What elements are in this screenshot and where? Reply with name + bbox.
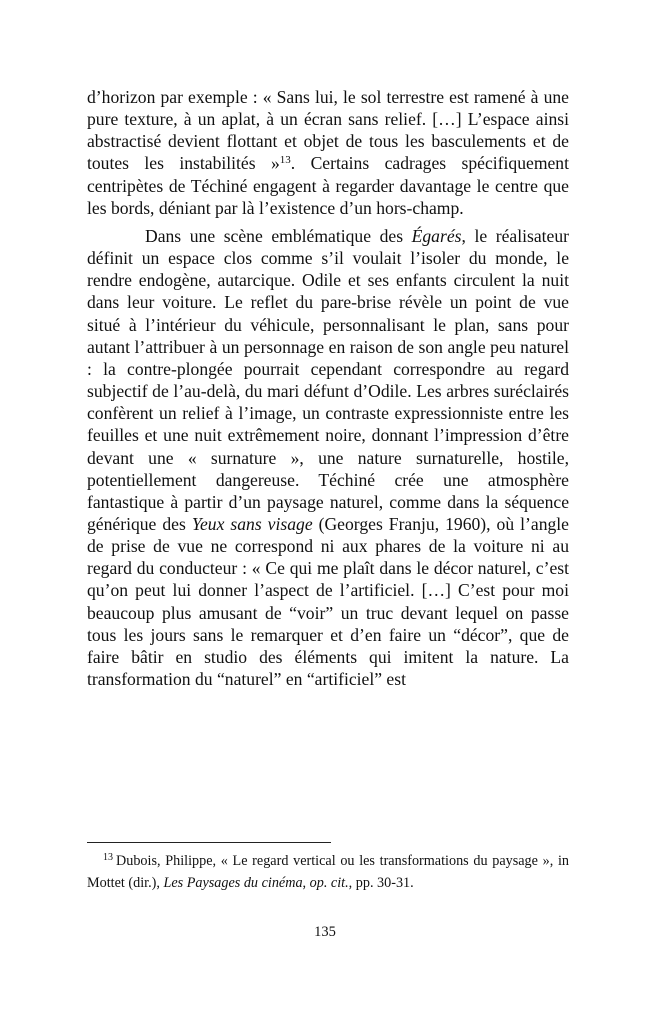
paragraph-1-text: d’horizon par exemple : « Sans lui, le sol terrestre est ramené à une pure texture, à un aplat, à un écran sans relief. […] L’espace ainsi abstractisé devient flottant et objet de tous les basculements et de toutes les instabilités » <box>87 87 569 174</box>
film-title-yeux-sans-visage: Yeux sans visage <box>191 513 313 534</box>
footnote-separator-text: , <box>302 875 310 891</box>
footnote-13 <box>87 850 569 894</box>
footnote-book-title: Les Paysages du cinéma <box>163 875 303 891</box>
paragraph-2-text: Dans une scène emblématique des <box>145 225 412 246</box>
paragraph-2-text-end: (Georges Franju, 1960), où l’angle de prise de vue ne correspond ni aux phares de la voiture ni au regard du conducteur : « Ce qui me plaît dans le décor naturel, c’est qu’on peut lui donner l’aspect de l’artificiel. […] C’est pour moi beaucoup plus amusant de “voir” un truc devant lequel on passe tous les jours sans le remarquer et d’en faire un “décor”, que de faire bâtir en studio des éléments qui imitent la nature. La transformation du “naturel” en “artificiel” est <box>87 513 569 690</box>
footnote-op-cit: op. cit. <box>309 875 349 891</box>
footnote-ref-13[interactable]: 13 <box>279 154 291 167</box>
page-number: 135 <box>314 924 336 940</box>
main-text <box>87 86 569 690</box>
paragraph-1-text-cont: . Certains cadrages spécifiquement centripètes de Téchiné engagent à regarder davantage le centre que les bords, déniant par là l’existence d’un hors-champ. <box>87 153 569 218</box>
footnote-number: 13 <box>103 852 113 863</box>
footnote-text: Dubois, Philippe, « Le regard vertical ou les transformations du paysage », in Mottet (dir.), <box>87 853 569 891</box>
footnote-pages: , pp. 30-31. <box>348 875 414 891</box>
paragraph-2 <box>87 225 569 690</box>
paragraph-2-text-cont: , le réalisateur définit un espace clos comme s’il voulait l’isoler du monde, le rendre endogène, autarcique. Odile et ses enfants circulent la nuit dans leur voiture. Le reflet du pare-brise révèle un point de vue situé à l’intérieur du véhicule, personnalisant le plan, sans pour autant l’attribuer à un personnage en raison de son angle peu naturel : la contre-plongée pourrait cependant correspondre au regard subjectif de l’au-delà, du mari défunt d’Odile. Les arbres suréclairés confèrent un relief à l’image, un contraste expressionniste entre les feuilles et une nuit extrêmement noire, donnant l’impression d’être devant une « surnature », une nature surnaturelle, hostile, potentiellement dangereuse. Téchiné crée une atmosphère fantastique à partir d’un paysage naturel, comme dans la séquence générique des <box>87 225 569 534</box>
footnote-separator <box>87 842 331 843</box>
film-title-egares: Égarés <box>411 225 462 246</box>
paragraph-1 <box>87 86 569 219</box>
